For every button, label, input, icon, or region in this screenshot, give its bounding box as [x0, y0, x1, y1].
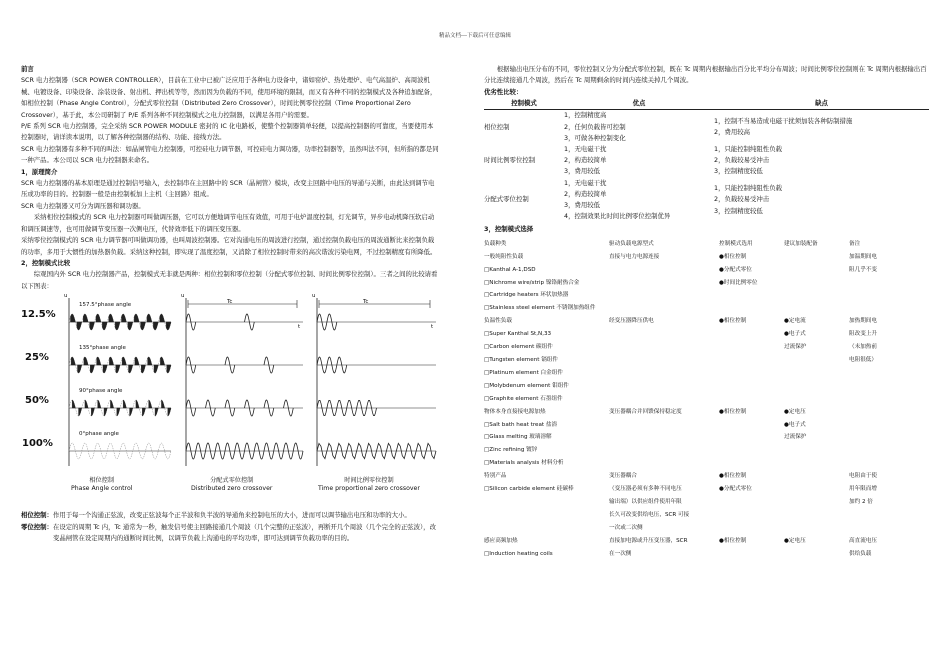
conduction-segment [84, 357, 88, 365]
t-axis-label: t [167, 324, 170, 331]
conduction-segment [90, 322, 95, 330]
table-row [484, 178, 929, 223]
conduction-segment [96, 314, 101, 322]
note-cell: 加温期间电 阻几乎不变 [849, 253, 877, 273]
extra-cell: ●定电压 [784, 537, 806, 544]
section-2-paragraph: 综观国内外 SCR 电力控制器产品，控制模式无非就是两种：相位控制和零位控制（分配式零位控制、时间比例零位控制）。三者之间的比较请看以下图表： [21, 270, 438, 290]
table-row [484, 251, 929, 316]
conduction-segment [155, 408, 158, 416]
note-cell [849, 406, 929, 471]
conduction-segment [109, 357, 113, 365]
conduction-segment [103, 365, 107, 373]
conduction-segment [79, 408, 82, 416]
table-row [484, 535, 929, 561]
table-row [484, 315, 929, 405]
load-cell: 物体本身直接接电源加热 □Salt bath heat treat 盐浴 □Glass melting 玻璃溶解 □Zinc refining 镀锌 □Materials analysis 材料分析 [484, 408, 564, 467]
source-cell: 直接与电力电源连接 [609, 253, 660, 260]
preface-paragraph: P/E 系列 SCR 电力控制器，完全采纳 SCR POWER MODULE 密封的 IC 化电路板，使整个控制器简单轻便，以提高控制器的可靠度，当要使用本控制器时，请详读本说明，以了解各种控制器的结构、功能、接线方法。 [21, 122, 434, 142]
conduction-segment [110, 400, 113, 408]
phase-angle-label: 157.5°phase angle [79, 302, 132, 309]
conduction-segment [161, 400, 164, 408]
conduction-segment [117, 408, 120, 416]
conduction-segment [102, 322, 107, 330]
conduction-segment [136, 400, 139, 408]
column-header: 控制模式选用 [719, 240, 753, 247]
column-header: 驱动负载电源型式 [609, 240, 654, 247]
conduction-segment [72, 400, 75, 408]
preface-paragraph: SCR 电力控制器有多种不同的叫法：如晶闸管电力控制器，可控硅电力调节器，可控硅电力调功器，功率控制器等，虽然叫法不同，但所指的都是同一种产品。本公司以 SCR 电力控制器来命名。 [21, 144, 439, 165]
table-row [484, 406, 929, 471]
mode-cell: 时间比例零位控制 [484, 156, 536, 165]
mode-cell: 相位控制 [484, 122, 510, 131]
phase-angle-label: 0°phase angle [79, 431, 119, 438]
selection-title: 3，控制模式选择 [484, 225, 534, 234]
mode-cell: ●相位控制 ●分配式零位 ●时间比例零位 [719, 253, 758, 286]
section-1-paragraph: 采纳相位控制模式的 SCR 电力控制器可叫做调压器，它可以方便地调节电压有效值，可用于电炉温度控制，灯光调节，异步电动机降压软启动和调压调速等，也可用做调节变压器一次侧电压，代替效率低下的调压变压器。 [21, 213, 435, 233]
preface-title: 前言 [21, 65, 34, 73]
definition-text: 在设定的周期 Tc 内，Tc 通常为一秒，触发信号使主回路接通几个周波（几个完整的正弦波），再断开几个周波（几个完全的正弦波），改变晶闸管在设定周期内的通断时间比例，以调节负载上沟通电的平均功率，即可达到调节负载功率的目的。 [52, 522, 436, 542]
extra-cell: ●定电压 ●电子式 过流保护 [784, 408, 807, 441]
tc-label: Tc [227, 299, 233, 306]
column-header: 建议加装配备 [784, 240, 818, 247]
diagram-caption: 分配式零位控制 Distributed zero crossover [191, 477, 273, 492]
left-column [21, 64, 439, 544]
table-row [484, 470, 929, 535]
definition-text: 作用于每一个沟通正弦波，改变正弦波每个正半波和负半波的导通角来控制电压的大小，进而可以调节输出电压和功率的大小。 [52, 511, 411, 520]
cons-cell: 1，只能控制纯阻性负载 2，负载较易受冲击 3，控制精度较低 [714, 145, 782, 176]
u-axis-label: u [64, 293, 68, 300]
preface-paragraph: SCR 电力控制器（SCR POWER CONTROLLER），目前在工业中已被广泛应用于各种电力设备中，诸如窑炉、热处理炉、电气高温炉、高周波机械、电镀设备、印染设备、涂装设备、射出机、押出机等等，然而因为负载的不同，使用环境的限制，而又有各种不同的控制模式及各种追加配备，如相位控制（Phase Angle Control），分配式零位控制（Distributed Zero Crossover），时间比例零位控制（Time Proportional Zero Crossover），基于此，本公司研制了 P/E 系列各种不同控制模式之电力控制器，以满足各用户的需要。 [21, 76, 437, 119]
section-2-title: 2，控制模式比较 [21, 258, 71, 267]
note-cell: 电阻由于使 用年限而增 加约 2 倍 [849, 473, 877, 505]
conduction-segment [168, 408, 171, 416]
conduction-segment [115, 322, 120, 330]
pros-cell: 1，无电磁干扰 2，构造较简单 3，费用较低 4，控制效果比时间比例零位控制优异 [564, 178, 671, 221]
definition-phase [21, 510, 439, 521]
conduction-segment [123, 400, 126, 408]
percent-label: 12.5% [21, 309, 56, 321]
conduction-segment [129, 365, 133, 373]
conduction-segment [134, 314, 139, 322]
note-cell: 高直流电压 供给负载 [849, 537, 877, 557]
conduction-segment [116, 365, 120, 373]
extra-cell: ●定电流 ●电子式 过流保护 [784, 318, 807, 351]
section-1-title: 1，原理简介 [21, 167, 58, 176]
definition-term: 零位控制： [21, 522, 53, 531]
table-row [484, 110, 929, 144]
t-axis-label: t [431, 324, 434, 331]
u-axis-label: u [181, 293, 185, 300]
mode-cell: ●相位控制 [719, 537, 747, 544]
column-header: 备注 [849, 240, 861, 247]
load-cell: 感应高频加热 □Induction heating coils [484, 537, 553, 557]
extra-cell [784, 251, 849, 316]
percent-label: 25% [25, 352, 49, 364]
diagram-caption: 时间比例零位控制 Time proportional zero crossover [318, 477, 420, 492]
conduction-segment [142, 408, 145, 416]
comparison-table [484, 98, 929, 222]
cons-cell: 1，只能控制纯阻性负载 2，负载较易受冲击 3，控制精度较低 [714, 184, 782, 215]
conduction-segment [160, 314, 165, 322]
table-header-row [484, 98, 929, 110]
mode-cell: ●相位控制 [719, 408, 747, 415]
load-cell: 一般纯阻性负载 □Kanthal A-1,DSD □Nichrome wire/strip 镍铬耐热合金 □Cartridge heaters 环状加热器 □Stainless steel element 不锈钢加热组件 [484, 253, 596, 312]
waveform-figure [21, 294, 439, 506]
conduction-segment [147, 314, 152, 322]
conduction-segment [153, 322, 158, 330]
section-1-paragraph: SCR 电力控制器的基本原理是通过控制信号输入，去控制串在主回路中的 SCR（晶闸管）模块，改变主回路中电压的导通与关断，由此达到调节电压或功率的目的。控制器一般是由控制板加上主机（主回路）组成。 [21, 179, 435, 199]
comparison-title: 优劣性比较： [484, 87, 523, 96]
source-cell: 直接加电源或升压变压器，SCR 在一次侧 [609, 537, 688, 557]
conduction-segment [141, 365, 145, 373]
conduction-segment [167, 365, 171, 373]
page-header: 精品文档---下载后可任意编辑 [439, 33, 511, 39]
mode-cell: 分配式零位控制 [484, 195, 529, 204]
column-header: 缺点 [714, 98, 929, 110]
source-cell: 变压器耦合并回馈保持稳定度 [609, 408, 682, 415]
column-header: 控制模式 [484, 98, 564, 110]
phase-angle-label: 135°phase angle [79, 345, 126, 352]
zero-crossover-intro: 根据输出电压分布的不同，零位控制又分为分配式零位控制，既在 Tc 周期内根据输出百分比平均分布周波；时间比例零位控制则在 Tc 周期内根据输出百分比连续接通几个周波，然后在 Tc 周期剩余的时间内连续关掉几个周波。 [484, 65, 927, 85]
section-1-paragraph: 采纳零位控制模式的 SCR 电力调节器可叫做调功器，也叫周波控制器。它对沟通电压的周波进行控制，通过控制负载电压的周波通断比来控制负载的功率，多用于大惯性的加热器负载。采纳这种控制，即实现了温度控制，又消除了相位控制时带来的高次谐波污染电网，不过控制精度有所降低。 [21, 236, 437, 256]
conduction-segment [78, 365, 82, 373]
load-cell: 负温性负载 □Super Kanthal St,N,33 □Carbon element 碳组件 □Tungsten element 镉组件 □Platinum element 白金组件 □Molybdenum element 钼组件 □Graphite element 石墨组件 [484, 318, 569, 402]
u-axis-label: u [312, 293, 316, 300]
source-cell: 变压器耦合 （变压器必须有多种不同电压 输出端）以供应组件使用年限 长久可改变供给电压，SCR 可接 一次或二次侧 [609, 473, 690, 531]
conduction-segment [77, 322, 82, 330]
tc-label: Tc [363, 299, 369, 306]
table-row [484, 144, 929, 178]
conduction-segment [154, 365, 158, 373]
extra-cell [784, 470, 849, 535]
definition-term: 相位控制： [21, 511, 53, 520]
conduction-segment [83, 314, 88, 322]
pros-cell: 1，无电磁干扰 2，构造较简单 3，费用较低 [564, 145, 607, 176]
conduction-segment [91, 408, 94, 416]
cons-cell: 1，控制不当易造成电磁干扰须加装各种防制措施 2，费用较高 [714, 117, 853, 137]
conduction-segment [160, 357, 164, 365]
note-cell: 加热期间电 阻改变上升 （未加热前 电阻很低） [849, 318, 877, 364]
conduction-segment [104, 408, 107, 416]
conduction-segment [85, 400, 88, 408]
section-1-paragraph: SCR 电力控制器又可分为调压器和调功器。 [21, 201, 145, 210]
conduction-segment [70, 314, 75, 322]
column-header: 优点 [564, 98, 714, 110]
phase-angle-label: 90°phase angle [79, 388, 123, 395]
conduction-segment [109, 314, 114, 322]
conduction-segment [135, 357, 139, 365]
load-cell: 特别产品 □Silicon carbide element 硅碳棒 [484, 473, 574, 493]
mode-cell: ●相位控制 [719, 318, 747, 325]
table-header-row [484, 238, 929, 251]
percent-label: 50% [25, 395, 49, 407]
right-column [484, 64, 929, 561]
conduction-segment [122, 357, 126, 365]
conduction-segment [121, 314, 126, 322]
column-header: 负载种类 [484, 240, 507, 247]
conduction-segment [71, 357, 75, 365]
conduction-segment [149, 400, 152, 408]
conduction-segment [97, 357, 101, 365]
conduction-segment [141, 322, 146, 330]
source-cell: 经变压器降压供电 [609, 318, 654, 325]
definition-zero [21, 522, 439, 545]
conduction-segment [148, 357, 152, 365]
pros-cell: 1，控制精度高 2，任何负载皆可控制 3，可做各种控制变化 [564, 111, 626, 142]
conduction-segment [98, 400, 101, 408]
mode-cell: ●相位控制 ●分配式零位 [719, 473, 752, 493]
selection-table [484, 238, 929, 561]
percent-label: 100% [22, 438, 53, 450]
conduction-segment [128, 322, 133, 330]
conduction-segment [130, 408, 133, 416]
diagram-caption: 相位控制 Phase Angle control [71, 477, 133, 492]
t-axis-label: t [298, 324, 301, 331]
control-mode-diagram [21, 294, 439, 506]
conduction-segment [90, 365, 94, 373]
